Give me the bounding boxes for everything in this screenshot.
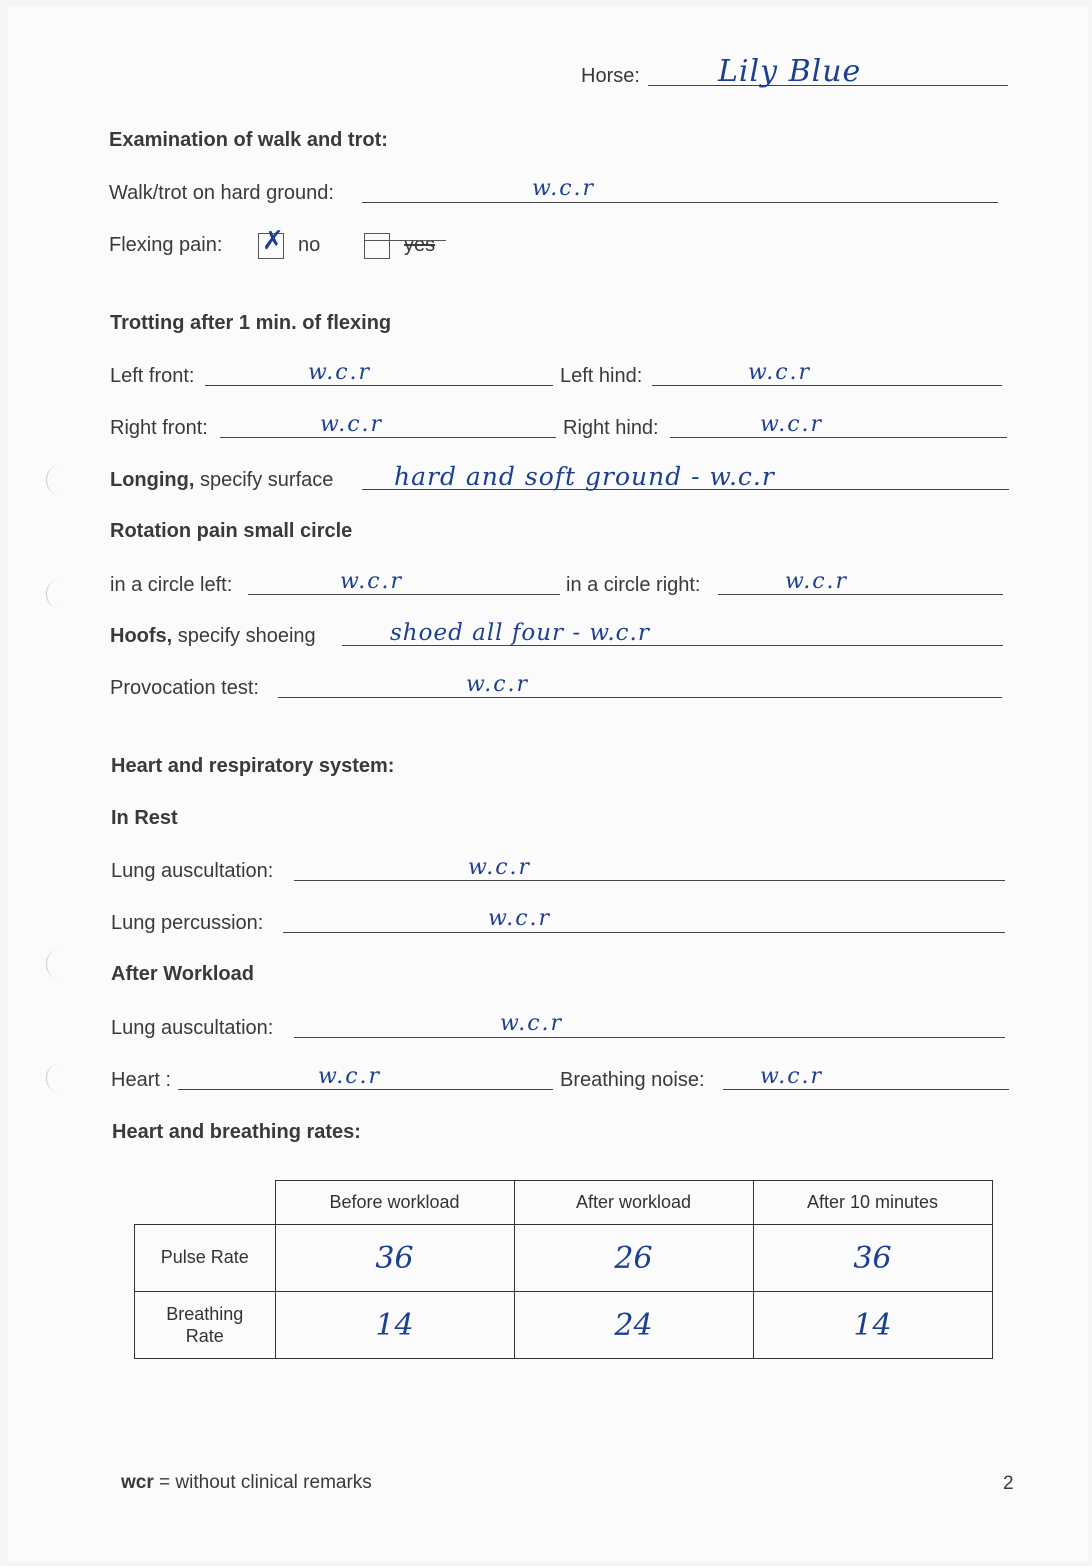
footer-legend <box>121 1472 372 1494</box>
circle-right-line <box>718 594 1003 595</box>
rest-percussion-value[interactable]: w.c.r <box>488 906 552 931</box>
left-front-label: Left front: <box>110 365 195 387</box>
hard-ground-value[interactable]: w.c.r <box>532 176 596 201</box>
column-header: After 10 minutes <box>753 1181 992 1225</box>
work-auscultation-value[interactable]: w.c.r <box>500 1011 564 1036</box>
provocation-label: Provocation test: <box>110 677 259 699</box>
pulse-before-cell[interactable]: 36 <box>275 1225 514 1292</box>
pulse-after-cell[interactable]: 26 <box>514 1225 753 1292</box>
footer-definition: = without clinical remarks <box>153 1472 372 1493</box>
yes-strike-line <box>364 240 446 241</box>
row-header-pulse: Pulse Rate <box>135 1225 276 1292</box>
hard-ground-label: Walk/trot on hard ground: <box>109 182 334 204</box>
punch-hole <box>46 580 69 608</box>
breathing-before-cell[interactable]: 14 <box>275 1292 514 1359</box>
breathing-label-line2: Rate <box>185 1326 224 1346</box>
after-workload-heading: After Workload <box>111 963 254 985</box>
right-hind-label: Right hind: <box>563 417 659 439</box>
rates-heading: Heart and breathing rates: <box>112 1121 361 1143</box>
breathing-noise-line <box>723 1089 1009 1090</box>
punch-hole <box>46 950 69 978</box>
column-header: After workload <box>514 1181 753 1225</box>
table-row <box>135 1292 993 1359</box>
hoofs-label <box>110 624 316 648</box>
circle-left-value[interactable]: w.c.r <box>340 569 404 594</box>
heart-line <box>178 1089 553 1090</box>
breathing-after10-cell[interactable]: 14 <box>753 1292 992 1359</box>
punch-hole <box>46 1064 69 1092</box>
left-front-line <box>205 385 553 386</box>
walk-trot-heading: Examination of walk and trot: <box>109 129 388 151</box>
row-header-breathing <box>135 1292 276 1359</box>
circle-left-line <box>248 594 560 595</box>
in-rest-heading: In Rest <box>111 807 178 829</box>
breathing-after-cell[interactable]: 24 <box>514 1292 753 1359</box>
circle-right-value[interactable]: w.c.r <box>785 569 849 594</box>
work-auscultation-line <box>294 1037 1005 1038</box>
left-hind-line <box>652 385 1002 386</box>
right-front-label: Right front: <box>110 417 208 439</box>
table-corner <box>135 1181 276 1225</box>
left-hind-label: Left hind: <box>560 365 643 387</box>
circle-left-label: in a circle left: <box>110 574 233 596</box>
flexing-pain-label: Flexing pain: <box>109 234 223 256</box>
right-front-line <box>220 437 556 438</box>
horse-value[interactable]: Lily Blue <box>718 54 862 89</box>
longing-label-rest: specify surface <box>194 469 334 491</box>
horse-label: Horse: <box>581 65 640 87</box>
rest-auscultation-line <box>294 880 1005 881</box>
pulse-after10-cell[interactable]: 36 <box>753 1225 992 1292</box>
heart-resp-heading: Heart and respiratory system: <box>111 755 395 777</box>
hoofs-label-rest: specify shoeing <box>172 625 316 647</box>
rest-auscultation-value[interactable]: w.c.r <box>468 855 532 880</box>
hard-ground-line <box>362 202 998 203</box>
longing-label <box>110 468 333 492</box>
provocation-value[interactable]: w.c.r <box>466 672 530 697</box>
heart-label: Heart : <box>111 1069 172 1091</box>
longing-label-bold: Longing, <box>110 469 195 491</box>
longing-value[interactable]: hard and soft ground - w.c.r <box>394 462 775 491</box>
heart-value[interactable]: w.c.r <box>318 1064 382 1089</box>
breathing-label-line1: Breathing <box>166 1304 244 1324</box>
right-hind-line <box>670 437 1007 438</box>
breathing-noise-label: Breathing noise: <box>560 1069 705 1091</box>
rest-percussion-label: Lung percussion: <box>111 912 264 934</box>
hoofs-value[interactable]: shoed all four - w.c.r <box>390 620 650 646</box>
flexing-yes-checkbox[interactable] <box>364 233 390 259</box>
provocation-line <box>278 697 1002 698</box>
rest-percussion-line <box>283 932 1005 933</box>
footer-abbr: wcr <box>121 1472 154 1493</box>
left-front-value[interactable]: w.c.r <box>308 360 372 385</box>
hoofs-label-bold: Hoofs, <box>110 625 173 647</box>
table-row <box>135 1225 993 1292</box>
right-hind-value[interactable]: w.c.r <box>760 412 824 437</box>
left-hind-value[interactable]: w.c.r <box>748 360 812 385</box>
breathing-noise-value[interactable]: w.c.r <box>760 1064 824 1089</box>
rates-table <box>134 1180 993 1359</box>
circle-right-label: in a circle right: <box>566 574 701 596</box>
checkmark-icon: ✗ <box>262 226 284 256</box>
rest-auscultation-label: Lung auscultation: <box>111 860 274 882</box>
rotation-heading: Rotation pain small circle <box>110 520 353 542</box>
punch-hole <box>46 466 69 494</box>
work-auscultation-label: Lung auscultation: <box>111 1017 274 1039</box>
trotting-heading: Trotting after 1 min. of flexing <box>110 312 392 334</box>
page-number: 2 <box>1003 1473 1014 1494</box>
right-front-value[interactable]: w.c.r <box>320 412 384 437</box>
column-header: Before workload <box>275 1181 514 1225</box>
flexing-yes-label: yes <box>404 234 436 256</box>
flexing-no-label: no <box>298 234 321 256</box>
